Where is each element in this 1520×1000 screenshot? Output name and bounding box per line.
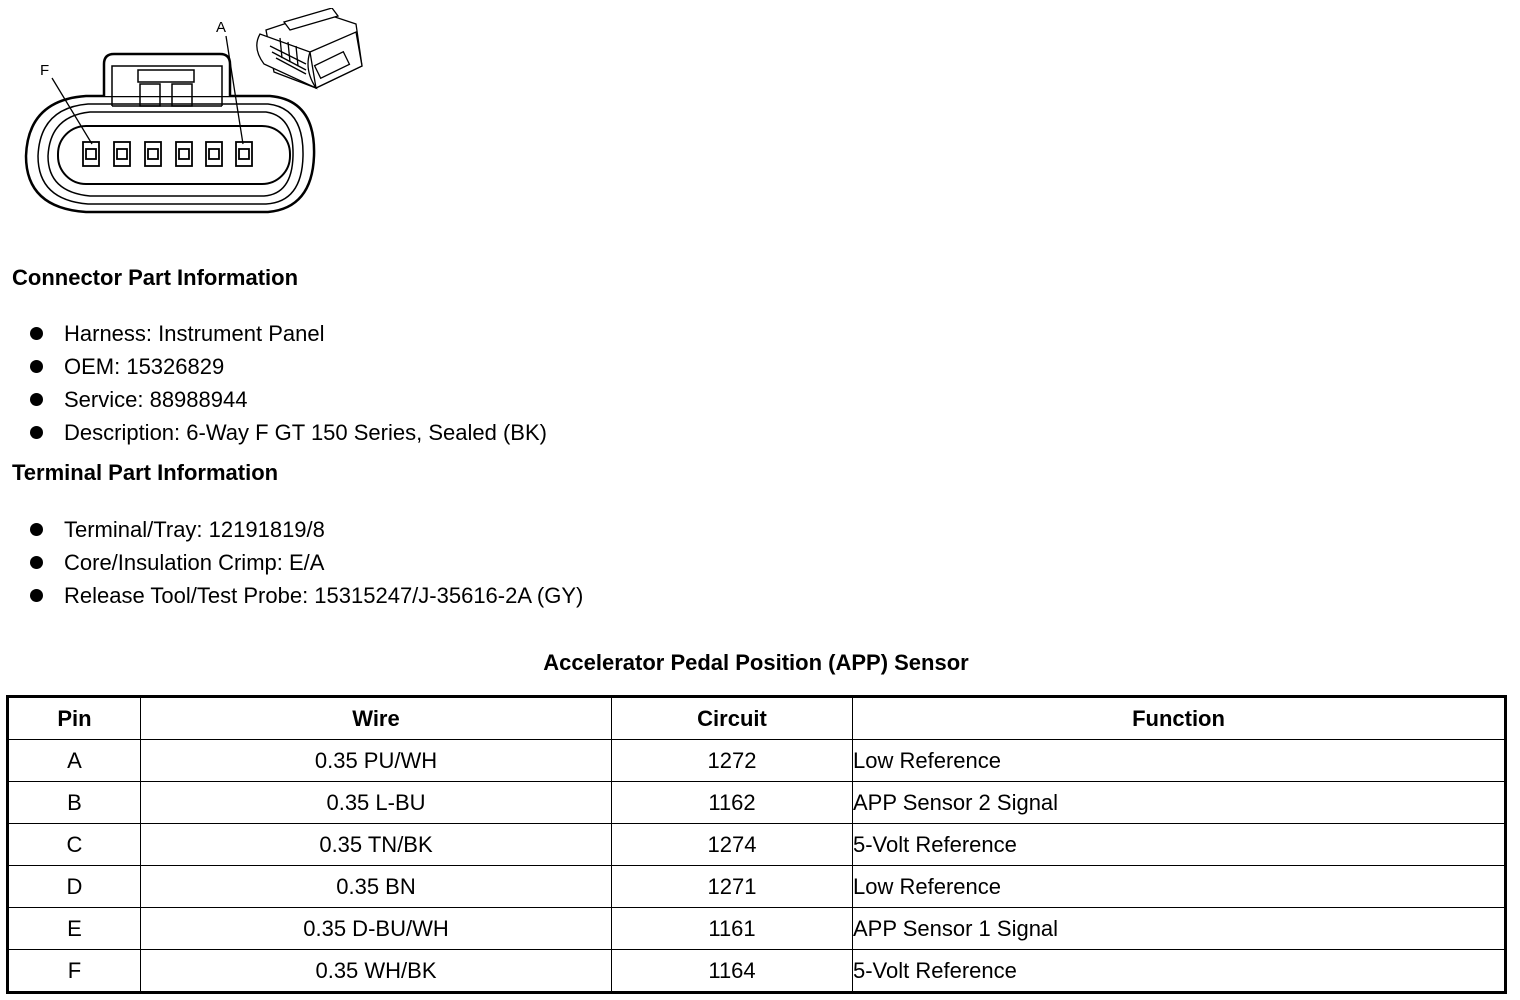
bullet-icon — [30, 426, 43, 439]
function-cell: 5-Volt Reference — [853, 824, 1506, 866]
list-item — [28, 383, 547, 416]
function-cell: APP Sensor 1 Signal — [853, 908, 1506, 950]
column-header-wire: Wire — [141, 697, 612, 740]
terminal-cavities — [83, 142, 252, 166]
bullet-icon — [30, 327, 43, 340]
terminal-part-info-list — [28, 513, 583, 612]
list-item-text: Service: 88988944 — [64, 387, 248, 412]
circuit-cell: 1271 — [612, 866, 853, 908]
bullet-icon — [30, 556, 43, 569]
circuit-cell: 1274 — [612, 824, 853, 866]
circuit-cell: 1162 — [612, 782, 853, 824]
terminal-b — [206, 142, 222, 166]
list-item — [28, 317, 547, 350]
table-row — [8, 950, 1506, 993]
connector-diagram — [20, 8, 380, 218]
wire-cell: 0.35 BN — [141, 866, 612, 908]
circuit-cell: 1161 — [612, 908, 853, 950]
wire-cell: 0.35 D-BU/WH — [141, 908, 612, 950]
list-item-text: OEM: 15326829 — [64, 354, 225, 379]
terminal-f — [83, 142, 99, 166]
leader-line-f — [52, 78, 92, 144]
table-row — [8, 866, 1506, 908]
list-item — [28, 350, 547, 383]
bullet-icon — [30, 589, 43, 602]
wire-cell: 0.35 PU/WH — [141, 740, 612, 782]
function-cell: APP Sensor 2 Signal — [853, 782, 1506, 824]
circuit-cell: 1272 — [612, 740, 853, 782]
function-cell: 5-Volt Reference — [853, 950, 1506, 993]
list-item-text: Harness: Instrument Panel — [64, 321, 325, 346]
function-cell: Low Reference — [853, 740, 1506, 782]
terminal-d — [145, 142, 161, 166]
bullet-icon — [30, 523, 43, 536]
list-item — [28, 546, 583, 579]
pin-cell: E — [8, 908, 141, 950]
pin-cell: C — [8, 824, 141, 866]
table-header-row — [8, 697, 1506, 740]
connector-isometric-icon — [257, 8, 362, 88]
column-header-circuit: Circuit — [612, 697, 853, 740]
wire-cell: 0.35 L-BU — [141, 782, 612, 824]
circuit-cell: 1164 — [612, 950, 853, 993]
connector-part-info-list — [28, 317, 547, 449]
table-row — [8, 740, 1506, 782]
bullet-icon — [30, 360, 43, 373]
list-item-text: Terminal/Tray: 12191819/8 — [64, 517, 325, 542]
pin-cell: B — [8, 782, 141, 824]
pin-cell: F — [8, 950, 141, 993]
bullet-icon — [30, 393, 43, 406]
table-row — [8, 782, 1506, 824]
terminal-c — [176, 142, 192, 166]
list-item-text: Release Tool/Test Probe: 15315247/J-35616-2A (GY) — [64, 583, 584, 608]
connector-part-info-heading: Connector Part Information — [12, 265, 299, 290]
pinout-table — [6, 695, 1507, 994]
terminal-a — [236, 142, 252, 166]
terminal-e — [114, 142, 130, 166]
table-row — [8, 908, 1506, 950]
list-item — [28, 579, 583, 612]
column-header-pin: Pin — [8, 697, 141, 740]
list-item-text: Description: 6-Way F GT 150 Series, Sealed (BK) — [64, 420, 547, 445]
column-header-function: Function — [853, 697, 1506, 740]
terminal-part-info-heading: Terminal Part Information — [12, 460, 279, 485]
list-item — [28, 416, 547, 449]
list-item-text: Core/Insulation Crimp: E/A — [64, 550, 325, 575]
wire-cell: 0.35 WH/BK — [141, 950, 612, 993]
lock-tab — [104, 54, 230, 96]
pin-label-a: A — [216, 19, 227, 36]
wire-cell: 0.35 TN/BK — [141, 824, 612, 866]
pin-label-f: F — [40, 62, 50, 79]
pin-cell: A — [8, 740, 141, 782]
function-cell: Low Reference — [853, 866, 1506, 908]
table-row — [8, 824, 1506, 866]
list-item — [28, 513, 583, 546]
table-title: Accelerator Pedal Position (APP) Sensor — [543, 650, 969, 675]
pin-cell: D — [8, 866, 141, 908]
